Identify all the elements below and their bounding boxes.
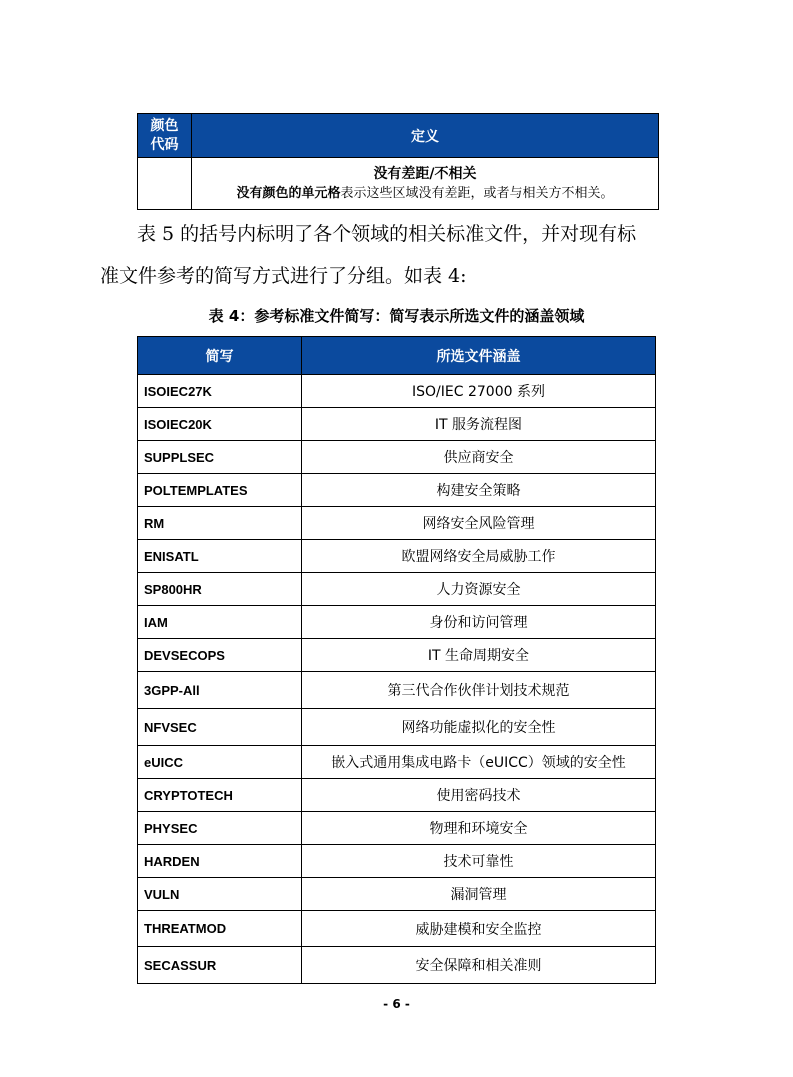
table-row: [138, 812, 656, 845]
table-row: [138, 606, 656, 639]
row-code: DEVSECOPS: [138, 639, 302, 672]
row-code: HARDEN: [138, 845, 302, 878]
row-code: NFVSEC: [138, 709, 302, 746]
color-legend-table: [137, 113, 659, 210]
header-abbreviation: 简写: [138, 337, 302, 375]
row-code: SUPPLSEC: [138, 441, 302, 474]
row-code: CRYPTOTECH: [138, 779, 302, 812]
table-row: [138, 911, 656, 947]
legend-row-desc-bold: 没有颜色的单元格: [236, 185, 341, 201]
row-desc: IT 生命周期安全: [302, 639, 656, 672]
row-desc: 供应商安全: [302, 441, 656, 474]
table-row: [138, 672, 656, 709]
table-row: [138, 573, 656, 606]
row-code: SP800HR: [138, 573, 302, 606]
row-code: THREATMOD: [138, 911, 302, 947]
row-code: 3GPP-All: [138, 672, 302, 709]
table-row: [138, 408, 656, 441]
row-code: SECASSUR: [138, 947, 302, 984]
header-coverage: 所选文件涵盖: [302, 337, 656, 375]
row-desc: 网络功能虚拟化的安全性: [302, 709, 656, 746]
body-paragraph-line1: 表 5 的括号内标明了各个领域的相关标准文件，并对现有标: [137, 223, 637, 245]
table-row: [138, 441, 656, 474]
table-row: [138, 947, 656, 984]
row-desc: IT 服务流程图: [302, 408, 656, 441]
row-desc: 安全保障和相关准则: [302, 947, 656, 984]
table-row: [138, 474, 656, 507]
row-code: ISOIEC20K: [138, 408, 302, 441]
row-desc: 威胁建模和安全监控: [302, 911, 656, 947]
row-code: VULN: [138, 878, 302, 911]
row-desc: 第三代合作伙伴计划技术规范: [302, 672, 656, 709]
row-desc: 构建安全策略: [302, 474, 656, 507]
table-row: [138, 375, 656, 408]
table-caption: 表 4：参考标准文件简写：简写表示所选文件的涵盖领域: [208, 307, 585, 325]
table-row: [138, 845, 656, 878]
row-desc: 漏洞管理: [302, 878, 656, 911]
table-row: [138, 540, 656, 573]
row-code: ENISATL: [138, 540, 302, 573]
legend-header-color-code: 颜色 代码: [138, 114, 192, 158]
legend-definition: [192, 158, 659, 210]
legend-header-definition: 定义: [192, 114, 659, 158]
table-row: [138, 709, 656, 746]
row-desc: ISO/IEC 27000 系列: [302, 375, 656, 408]
row-code: eUICC: [138, 746, 302, 779]
row-desc: 人力资源安全: [302, 573, 656, 606]
legend-color-swatch: [138, 158, 192, 210]
row-desc: 身份和访问管理: [302, 606, 656, 639]
row-desc: 欧盟网络安全局威胁工作: [302, 540, 656, 573]
row-code: IAM: [138, 606, 302, 639]
legend-row-desc: 表示这些区域没有差距，或者与相关方不相关。: [340, 185, 614, 201]
abbreviation-table: [137, 336, 656, 984]
row-desc: 物理和环境安全: [302, 812, 656, 845]
row-code: RM: [138, 507, 302, 540]
row-desc: 网络安全风险管理: [302, 507, 656, 540]
table-row: [138, 878, 656, 911]
row-desc: 嵌入式通用集成电路卡（eUICC）领域的安全性: [302, 746, 656, 779]
row-desc: 使用密码技术: [302, 779, 656, 812]
table-row: [138, 779, 656, 812]
row-desc: 技术可靠性: [302, 845, 656, 878]
row-code: ISOIEC27K: [138, 375, 302, 408]
table-row: [138, 639, 656, 672]
legend-row-title: 没有差距/不相关: [373, 165, 477, 182]
row-code: PHYSEC: [138, 812, 302, 845]
body-paragraph-line2: 准文件参考的简写方式进行了分组。如表 4:: [100, 265, 467, 287]
table-row: [138, 746, 656, 779]
row-code: POLTEMPLATES: [138, 474, 302, 507]
table-row: [138, 507, 656, 540]
page-number: - 6 -: [383, 997, 410, 1011]
